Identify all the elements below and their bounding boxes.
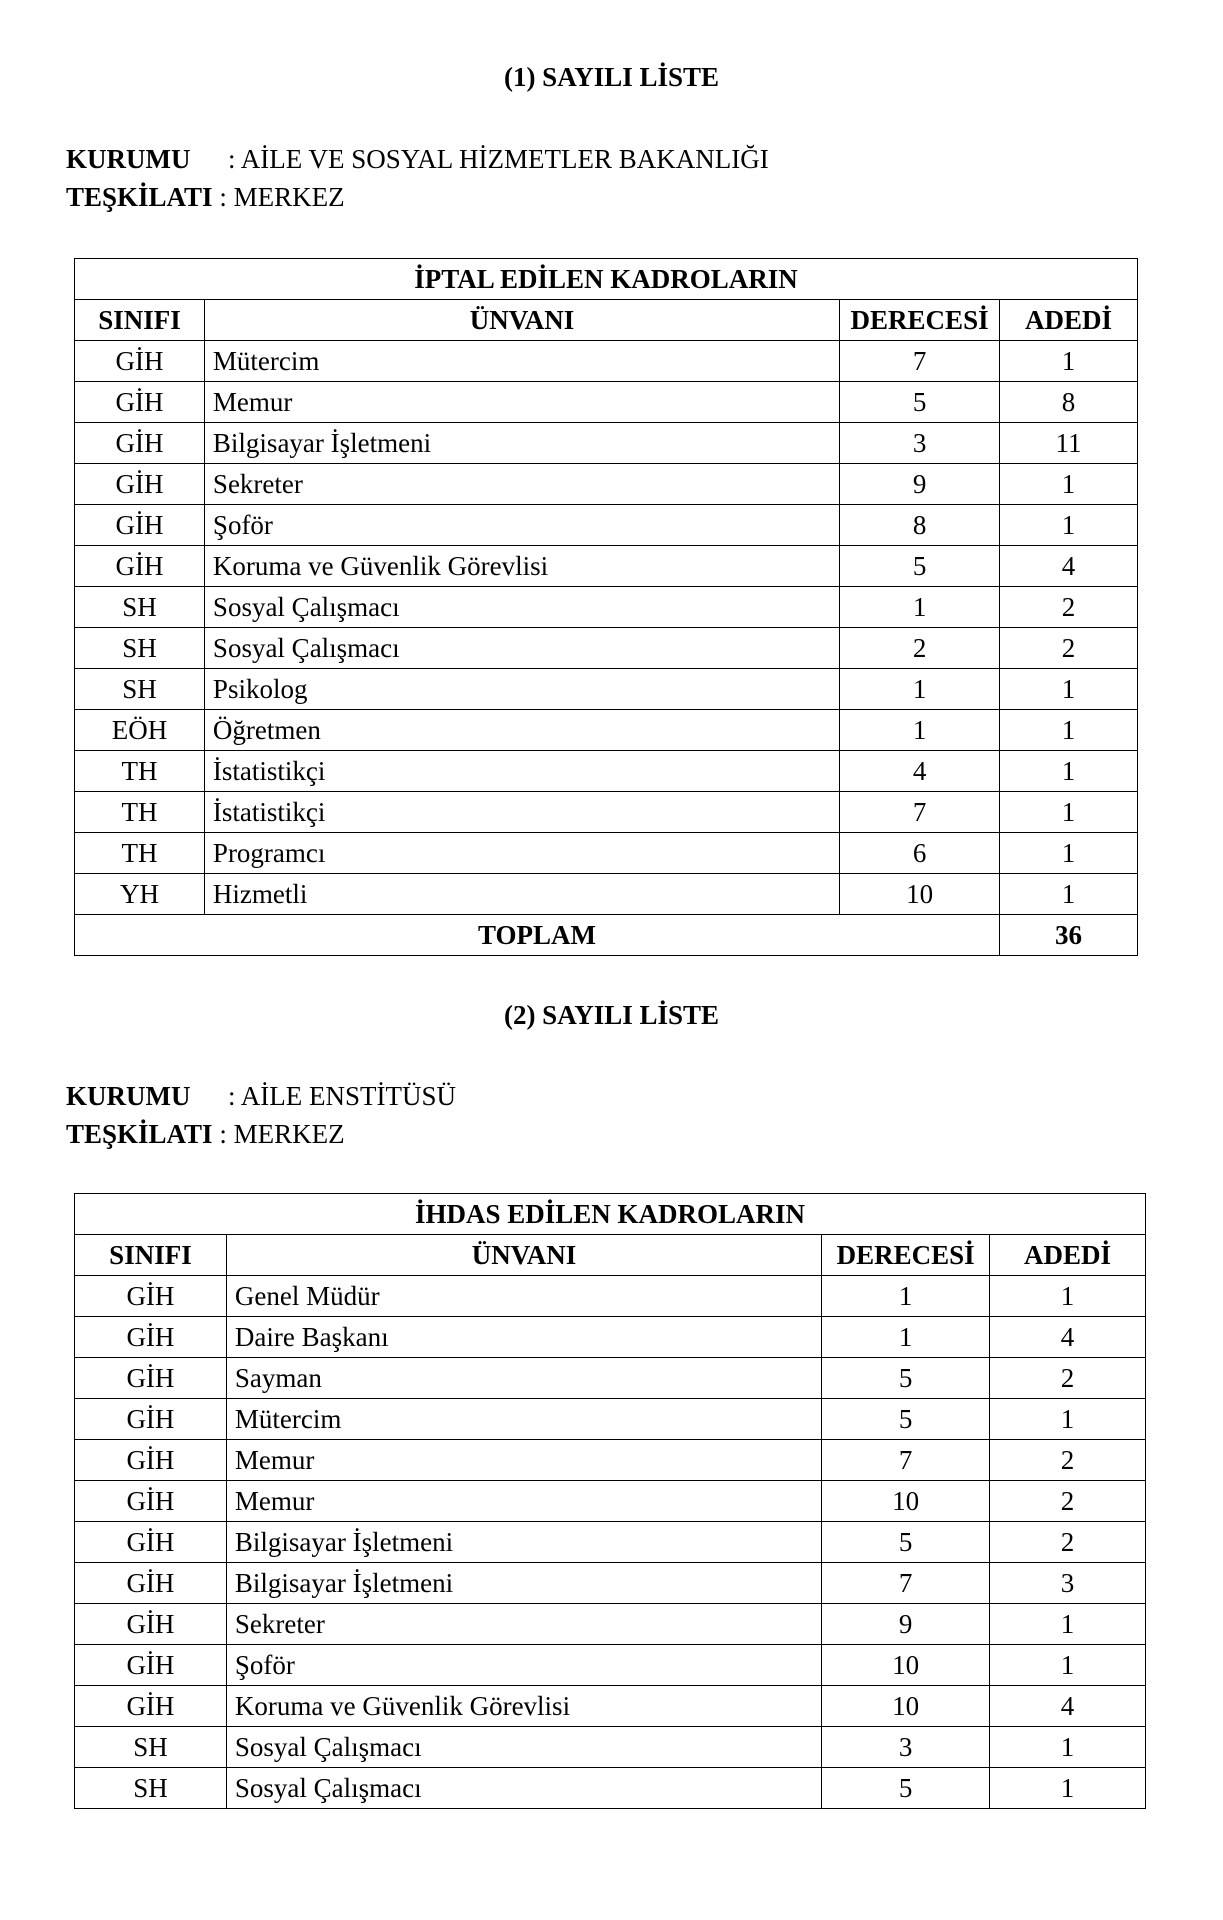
cell-adedi: 1 xyxy=(1000,710,1138,751)
table-row xyxy=(75,1399,1146,1440)
cell-derecesi: 1 xyxy=(840,710,1000,751)
cell-sinifi: YH xyxy=(75,874,205,915)
cell-sinifi: GİH xyxy=(75,382,205,423)
cell-derecesi: 7 xyxy=(840,792,1000,833)
cell-unvani: Koruma ve Güvenlik Görevlisi xyxy=(204,546,839,587)
cell-unvani: Bilgisayar İşletmeni xyxy=(226,1522,821,1563)
cell-unvani: Şoför xyxy=(226,1645,821,1686)
cell-unvani: Sosyal Çalışmacı xyxy=(226,1768,821,1809)
table-row xyxy=(75,710,1138,751)
cell-unvani: Mütercim xyxy=(204,341,839,382)
table-row xyxy=(75,1645,1146,1686)
cell-sinifi: TH xyxy=(75,833,205,874)
header-unvani: ÜNVANI xyxy=(204,300,839,341)
kurumu-label: KURUMU xyxy=(66,144,191,174)
cell-adedi: 4 xyxy=(1000,546,1138,587)
cell-derecesi: 5 xyxy=(822,1358,990,1399)
table-row xyxy=(75,1686,1146,1727)
cell-sinifi: SH xyxy=(75,1768,227,1809)
cell-derecesi: 1 xyxy=(840,587,1000,628)
cell-unvani: Sekreter xyxy=(204,464,839,505)
teskilati-value: : MERKEZ xyxy=(219,1119,345,1149)
cell-adedi: 2 xyxy=(990,1522,1146,1563)
table-row xyxy=(75,669,1138,710)
table-row xyxy=(75,341,1138,382)
table-row xyxy=(75,546,1138,587)
table-caption: İPTAL EDİLEN KADROLARIN xyxy=(75,259,1138,300)
cell-derecesi: 9 xyxy=(840,464,1000,505)
table-row xyxy=(75,1604,1146,1645)
cell-unvani: Mütercim xyxy=(226,1399,821,1440)
cell-sinifi: GİH xyxy=(75,341,205,382)
cell-adedi: 2 xyxy=(990,1358,1146,1399)
cell-adedi: 1 xyxy=(1000,874,1138,915)
table-row xyxy=(75,1358,1146,1399)
cell-unvani: Sosyal Çalışmacı xyxy=(226,1727,821,1768)
cell-derecesi: 7 xyxy=(840,341,1000,382)
cell-derecesi: 2 xyxy=(840,628,1000,669)
cell-adedi: 1 xyxy=(1000,669,1138,710)
table-row xyxy=(75,587,1138,628)
table-row xyxy=(75,874,1138,915)
cell-sinifi: GİH xyxy=(75,1481,227,1522)
cell-adedi: 1 xyxy=(1000,341,1138,382)
table-row xyxy=(75,464,1138,505)
cell-sinifi: GİH xyxy=(75,1604,227,1645)
cell-derecesi: 7 xyxy=(822,1563,990,1604)
cell-sinifi: GİH xyxy=(75,1317,227,1358)
cell-unvani: Koruma ve Güvenlik Görevlisi xyxy=(226,1686,821,1727)
cell-derecesi: 1 xyxy=(822,1276,990,1317)
table-row xyxy=(75,628,1138,669)
cell-sinifi: GİH xyxy=(75,1686,227,1727)
cell-unvani: İstatistikçi xyxy=(204,792,839,833)
cell-adedi: 1 xyxy=(1000,833,1138,874)
table-row xyxy=(75,1440,1146,1481)
total-label: TOPLAM xyxy=(75,915,1000,956)
cell-sinifi: GİH xyxy=(75,1522,227,1563)
table-body xyxy=(75,341,1138,915)
cell-unvani: Öğretmen xyxy=(204,710,839,751)
total-value: 36 xyxy=(1000,915,1138,956)
cell-adedi: 2 xyxy=(1000,587,1138,628)
cell-adedi: 2 xyxy=(990,1481,1146,1522)
cancelled-positions-table xyxy=(74,258,1138,956)
cell-sinifi: GİH xyxy=(75,546,205,587)
cell-adedi: 1 xyxy=(990,1768,1146,1809)
header-derecesi: DERECESİ xyxy=(822,1235,990,1276)
table-row xyxy=(75,423,1138,464)
cell-derecesi: 6 xyxy=(840,833,1000,874)
cell-adedi: 1 xyxy=(990,1604,1146,1645)
cell-derecesi: 7 xyxy=(822,1440,990,1481)
cell-adedi: 1 xyxy=(990,1645,1146,1686)
cell-sinifi: TH xyxy=(75,792,205,833)
cell-adedi: 1 xyxy=(1000,464,1138,505)
table-row xyxy=(75,1317,1146,1358)
table-row xyxy=(75,505,1138,546)
kurumu-value: : AİLE VE SOSYAL HİZMETLER BAKANLIĞI xyxy=(228,144,769,174)
header-unvani: ÜNVANI xyxy=(226,1235,821,1276)
cell-adedi: 11 xyxy=(1000,423,1138,464)
cell-derecesi: 5 xyxy=(822,1399,990,1440)
cell-adedi: 1 xyxy=(990,1276,1146,1317)
cell-derecesi: 10 xyxy=(822,1481,990,1522)
cell-unvani: Psikolog xyxy=(204,669,839,710)
cell-unvani: Sayman xyxy=(226,1358,821,1399)
cell-adedi: 2 xyxy=(1000,628,1138,669)
cell-derecesi: 5 xyxy=(840,382,1000,423)
table-row xyxy=(75,1768,1146,1809)
cell-unvani: Memur xyxy=(226,1440,821,1481)
teskilati-label: TEŞKİLATI xyxy=(66,1119,213,1149)
cell-unvani: İstatistikçi xyxy=(204,751,839,792)
cell-derecesi: 10 xyxy=(840,874,1000,915)
table-row xyxy=(75,833,1138,874)
cell-adedi: 3 xyxy=(990,1563,1146,1604)
cell-sinifi: GİH xyxy=(75,1563,227,1604)
cell-derecesi: 1 xyxy=(840,669,1000,710)
cell-unvani: Genel Müdür xyxy=(226,1276,821,1317)
cell-sinifi: SH xyxy=(75,1727,227,1768)
header-sinifi: SINIFI xyxy=(75,1235,227,1276)
list2-title: (2) SAYILI LİSTE xyxy=(503,1000,720,1030)
cell-sinifi: SH xyxy=(75,587,205,628)
cell-unvani: Bilgisayar İşletmeni xyxy=(204,423,839,464)
table-row xyxy=(75,382,1138,423)
header-derecesi: DERECESİ xyxy=(840,300,1000,341)
cell-unvani: Memur xyxy=(226,1481,821,1522)
cell-derecesi: 1 xyxy=(822,1317,990,1358)
cell-adedi: 4 xyxy=(990,1686,1146,1727)
table-row xyxy=(75,1727,1146,1768)
cell-adedi: 1 xyxy=(990,1399,1146,1440)
cell-derecesi: 10 xyxy=(822,1645,990,1686)
cell-sinifi: GİH xyxy=(75,1440,227,1481)
cell-sinifi: GİH xyxy=(75,1276,227,1317)
cell-sinifi: SH xyxy=(75,628,205,669)
cell-derecesi: 10 xyxy=(822,1686,990,1727)
cell-sinifi: GİH xyxy=(75,1358,227,1399)
cell-adedi: 1 xyxy=(1000,505,1138,546)
cell-adedi: 8 xyxy=(1000,382,1138,423)
cell-sinifi: GİH xyxy=(75,423,205,464)
created-positions-table xyxy=(74,1193,1146,1809)
kurumu-label: KURUMU xyxy=(66,1081,191,1111)
cell-sinifi: GİH xyxy=(75,1645,227,1686)
table-row xyxy=(75,1522,1146,1563)
cell-derecesi: 5 xyxy=(840,546,1000,587)
header-sinifi: SINIFI xyxy=(75,300,205,341)
cell-sinifi: SH xyxy=(75,669,205,710)
cell-adedi: 2 xyxy=(990,1440,1146,1481)
cell-derecesi: 3 xyxy=(840,423,1000,464)
cell-unvani: Şoför xyxy=(204,505,839,546)
cell-unvani: Sosyal Çalışmacı xyxy=(204,628,839,669)
table-row xyxy=(75,792,1138,833)
cell-unvani: Daire Başkanı xyxy=(226,1317,821,1358)
table-body xyxy=(75,1276,1146,1809)
cell-sinifi: GİH xyxy=(75,1399,227,1440)
header-adedi: ADEDİ xyxy=(1000,300,1138,341)
cell-unvani: Memur xyxy=(204,382,839,423)
kurumu-value: : AİLE ENSTİTÜSÜ xyxy=(228,1081,456,1111)
cell-adedi: 1 xyxy=(1000,792,1138,833)
cell-sinifi: GİH xyxy=(75,464,205,505)
table-row xyxy=(75,1563,1146,1604)
cell-adedi: 4 xyxy=(990,1317,1146,1358)
cell-adedi: 1 xyxy=(990,1727,1146,1768)
total-row xyxy=(75,915,1138,956)
cell-unvani: Hizmetli xyxy=(204,874,839,915)
teskilati-value: : MERKEZ xyxy=(219,182,345,212)
cell-adedi: 1 xyxy=(1000,751,1138,792)
cell-derecesi: 9 xyxy=(822,1604,990,1645)
table-caption: İHDAS EDİLEN KADROLARIN xyxy=(75,1194,1146,1235)
list1-title: (1) SAYILI LİSTE xyxy=(503,62,720,92)
list1-meta xyxy=(66,140,769,216)
cell-derecesi: 3 xyxy=(822,1727,990,1768)
cell-unvani: Bilgisayar İşletmeni xyxy=(226,1563,821,1604)
table-row xyxy=(75,751,1138,792)
table-row xyxy=(75,1276,1146,1317)
cell-derecesi: 4 xyxy=(840,751,1000,792)
cell-sinifi: EÖH xyxy=(75,710,205,751)
cell-derecesi: 8 xyxy=(840,505,1000,546)
cell-sinifi: TH xyxy=(75,751,205,792)
list2-meta xyxy=(66,1077,456,1153)
cell-unvani: Sekreter xyxy=(226,1604,821,1645)
header-adedi: ADEDİ xyxy=(990,1235,1146,1276)
cell-unvani: Programcı xyxy=(204,833,839,874)
teskilati-label: TEŞKİLATI xyxy=(66,182,213,212)
cell-derecesi: 5 xyxy=(822,1522,990,1563)
table-row xyxy=(75,1481,1146,1522)
cell-sinifi: GİH xyxy=(75,505,205,546)
cell-derecesi: 5 xyxy=(822,1768,990,1809)
cell-unvani: Sosyal Çalışmacı xyxy=(204,587,839,628)
